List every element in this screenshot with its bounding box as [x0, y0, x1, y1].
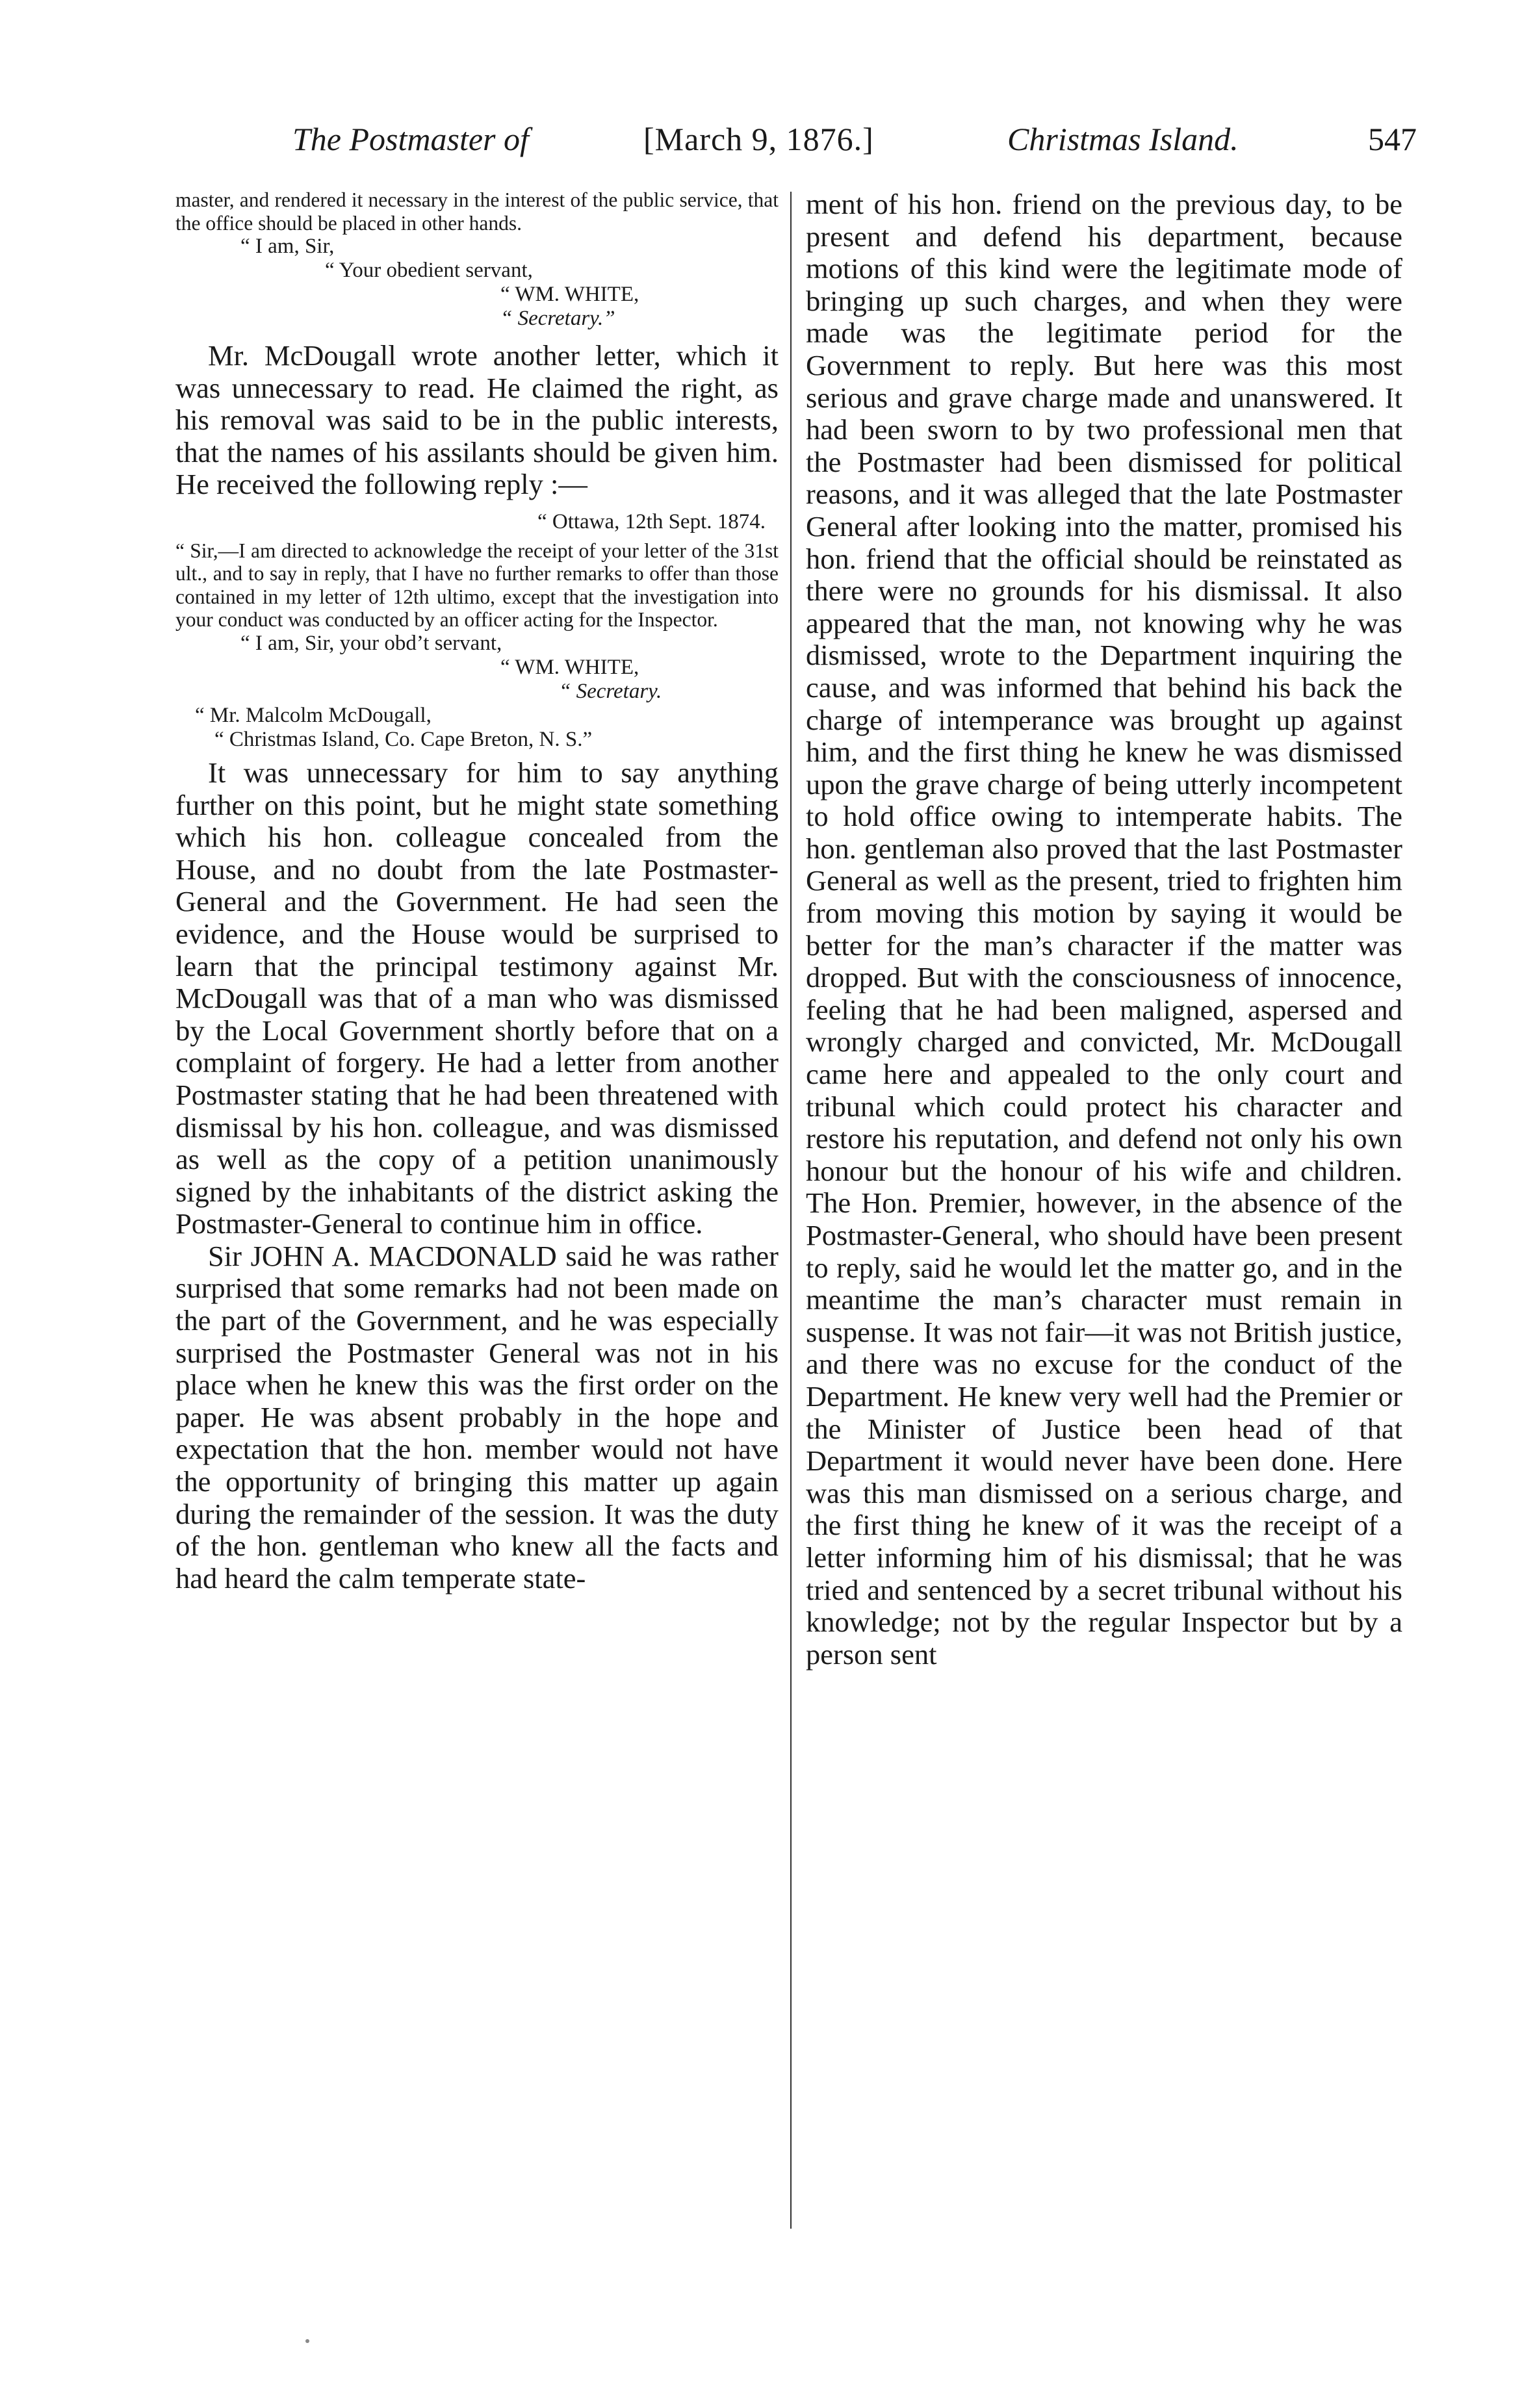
paragraph-text: Sir JOHN A. MACDONALD said he was rather surprised that some remarks had not been made on the part of the Government, and he was especially surprised the Postmaster General was not in his place when he knew this was the first order on the paper. He was absent probably in the hope and expectation that the hon. member would not have the opportunity of bringing this matter up again during the remainder of the session. It was the duty of the hon. gentleman who knew all the facts and had heard the calm temperate state-	[175, 1239, 779, 1595]
letter-close-line: “ I am, Sir, your obd’t servant,	[240, 631, 502, 655]
body-paragraph	[175, 757, 779, 1240]
header-date: [March 9, 1876.]	[643, 121, 874, 157]
letter-close-line: “ I am, Sir,	[240, 235, 335, 258]
print-speck	[305, 2339, 309, 2343]
right-column	[806, 188, 1402, 1671]
left-column	[175, 188, 779, 1595]
running-header	[292, 120, 1417, 166]
body-paragraph	[175, 340, 779, 501]
letter-close-line: “ Your obedient servant,	[325, 259, 533, 282]
letter-address: “ Christmas Island, Co. Cape Breton, N. S.”	[214, 727, 593, 751]
column-divider	[790, 192, 792, 2229]
header-right-title: Christmas Island.	[1007, 121, 1239, 157]
letter-dateline: “ Ottawa, 12th Sept. 1874.	[537, 509, 766, 533]
body-paragraph	[175, 1240, 779, 1595]
letter-body: “ Sir,—I am directed to acknowledge the receipt of your letter of the 31st ult., and to say in reply, that I have no further remarks to offer than those contained in my letter of 12th ultimo, except that the investigation into your conduct was conducted by an officer acting for the Inspector.	[175, 539, 779, 632]
letter-signature-name: “ WM. WHITE,	[500, 283, 639, 306]
letter-signature-name: “ WM. WHITE,	[500, 655, 639, 679]
letter-addressee: “ Mr. Malcolm McDougall,	[195, 703, 432, 727]
header-left-title: The Postmaster of	[292, 121, 529, 157]
letter-signature-title: “ Secretary.	[559, 679, 662, 703]
letter-body: master, and rendered it necessary in the interest of the public service, that the office should be placed in other hands.	[175, 188, 779, 235]
paragraph-text: Mr. McDougall wrote another letter, which it was unnecessary to read. He claimed the right, as his removal was said to be in the public interests, that the names of his assilants should be given him. He received the following reply :—	[175, 339, 779, 501]
page-number: 547	[1368, 121, 1417, 157]
body-paragraph	[806, 188, 1402, 1671]
paragraph-text: It was unnecessary for him to say anything further on this point, but he might state something which his hon. colleague concealed from the House, and no doubt from the late Postmaster-General and the Government. He had seen the evidence, and the House would be surprised to learn that the principal testimony against Mr. McDougall was that of a man who was dismissed by the Local Government shortly before that on a complaint of forgery. He had a letter from another Postmaster stating that he had been threatened with dismissal by his hon. colleague, and was dismissed as well as the copy of a petition unanimously signed by the inhabitants of the district asking the Postmaster-General to continue him in office.	[175, 756, 779, 1240]
letter-signature-title: “ Secretary.”	[500, 307, 615, 330]
paragraph-text: ment of his hon. friend on the previous day, to be present and defend his department, because motions of this kind were the legitimate mode of bringing up such charges, and when they were made was the legitimate period for the Government to reply. But here was this most serious and grave charge made and unanswered. It had been sworn to by two professional men that the Postmaster had been dismissed for political reasons, and it was alleged that the late Postmaster General after looking into the matter, promised his hon. friend that the official should be reinstated as there were no grounds for his dismissal. It also appeared that the man, not knowing why he was dismissed, wrote to the Department inquiring the cause, and was informed that behind his back the charge of intemperance was brought up against him, and the first thing he knew he was dismissed upon the grave charge of being utterly incompetent to hold office owing to intemperate habits. The hon. gentleman also proved that the last Postmaster General as well as the present, tried to frighten him from moving this motion by saying it would be better for the man’s character if the matter was dropped. But with the consciousness of innocence, feeling that he had been maligned, aspersed and wrongly charged and convicted, Mr. McDougall came here and appealed to the only court and tribunal which could protect his character and restore his reputation, and defend not only his own honour but the honour of his wife and children. The Hon. Premier, however, in the absence of the Postmaster-General, who should have been present to reply, said he would let the matter go, and in the meantime the man’s character must remain in suspense. It was not fair—it was not British justice, and there was no excuse for the conduct of the Department. He knew very well had the Premier or the Minister of Justice been head of that Department it would never have been done. Here was this man dismissed on a serious charge, and the first thing he knew of it was the receipt of a letter informing him of his dismissal; that he was tried and sentenced by a secret tribunal without his knowledge; not by the regular Inspector but by a person sent	[806, 188, 1402, 1671]
